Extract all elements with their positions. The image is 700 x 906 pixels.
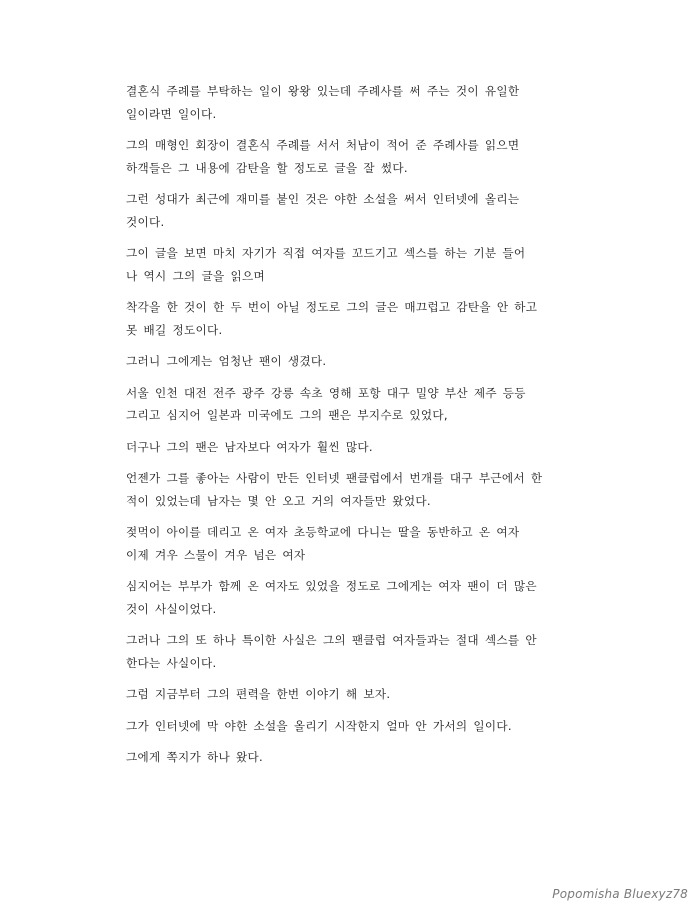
text-line: 서울 인천 대전 전주 광주 강릉 속초 영해 포항 대구 밀양 부산 제주 등등 [126, 385, 526, 400]
paragraph [126, 134, 578, 179]
text-line: 그가 인터넷에 막 야한 소설을 올리기 시작한지 얼마 안 가서의 일이다. [126, 718, 512, 733]
paragraph [126, 350, 578, 373]
paragraph [126, 296, 578, 341]
text-line: 그이 글을 보면 마치 자기가 직접 여자를 꼬드기고 섹스를 하는 기분 들어 [126, 246, 526, 260]
text-line: 못 배길 정도이다. [126, 322, 223, 337]
text-line: 언젠가 그를 좋아는 사람이 만든 인터넷 팬클럽에서 번개를 대구 부근에서 한 [126, 471, 543, 485]
text-line: 일이라면 일이다. [126, 106, 217, 121]
text-line: 하객들은 그 내용에 감탄을 할 정도로 글을 잘 썼다. [126, 160, 408, 175]
text-line: 그러니 그에게는 엄청난 팬이 생겼다. [126, 354, 327, 368]
paragraph [126, 746, 578, 769]
text-line: 더구나 그의 팬은 남자보다 여자가 훨씬 많다. [126, 439, 373, 454]
paragraph [126, 467, 578, 512]
watermark-text: Popomisha Bluexyz78 [552, 887, 688, 901]
text-line: 결혼식 주례를 부탁하는 일이 왕왕 있는데 주례사를 써 주는 것이 유일한 [126, 84, 520, 98]
text-line: 젖먹이 아이를 데리고 온 여자 초등학교에 다니는 딸을 동반하고 온 여자 [126, 525, 520, 539]
paragraph [126, 188, 578, 233]
paragraph [126, 683, 578, 706]
text-line: 그의 매형인 회장이 결혼식 주례를 서서 처남이 적어 준 주례사를 읽으면 [126, 138, 520, 152]
paragraph [126, 575, 578, 620]
text-line: 그러나 그의 또 하나 특이한 사실은 그의 팬클럽 여자들과는 절대 섹스를 안 [126, 633, 537, 647]
text-line: 것이다. [126, 214, 165, 229]
text-line: 심지어는 부부가 함께 온 여자도 있었을 정도로 그에게는 여자 팬이 더 많은 [126, 579, 537, 593]
document-body [126, 80, 578, 778]
paragraph [126, 382, 578, 427]
text-line: 착각을 한 것이 한 두 번이 아닐 정도로 그의 글은 매끄럽고 감탄을 안 하고 [126, 300, 538, 314]
text-line: 나 역시 그의 글을 읽으며 [126, 268, 265, 283]
text-line: 그런 성대가 최근에 재미를 붙인 것은 야한 소설을 써서 인터넷에 올리는 [126, 192, 520, 206]
text-line: 그리고 심지어 일본과 미국에도 그의 팬은 부지수로 있었다, [126, 408, 448, 422]
paragraph [126, 80, 578, 125]
paragraph [126, 521, 578, 566]
paragraph [126, 242, 578, 287]
text-line: 그에게 쪽지가 하나 왔다. [126, 750, 263, 764]
text-line: 것이 사실이었다. [126, 601, 217, 616]
text-line: 적이 있었는데 남자는 몇 안 오고 거의 여자들만 왔었다. [126, 493, 431, 508]
paragraph [126, 715, 578, 738]
text-line: 한다는 사실이다. [126, 655, 217, 670]
text-line: 이제 겨우 스물이 겨우 넘은 여자 [126, 547, 306, 562]
paragraph [126, 629, 578, 674]
text-line: 그럼 지금부터 그의 편력을 한번 이야기 해 보자. [126, 687, 391, 701]
paragraph [126, 436, 578, 459]
